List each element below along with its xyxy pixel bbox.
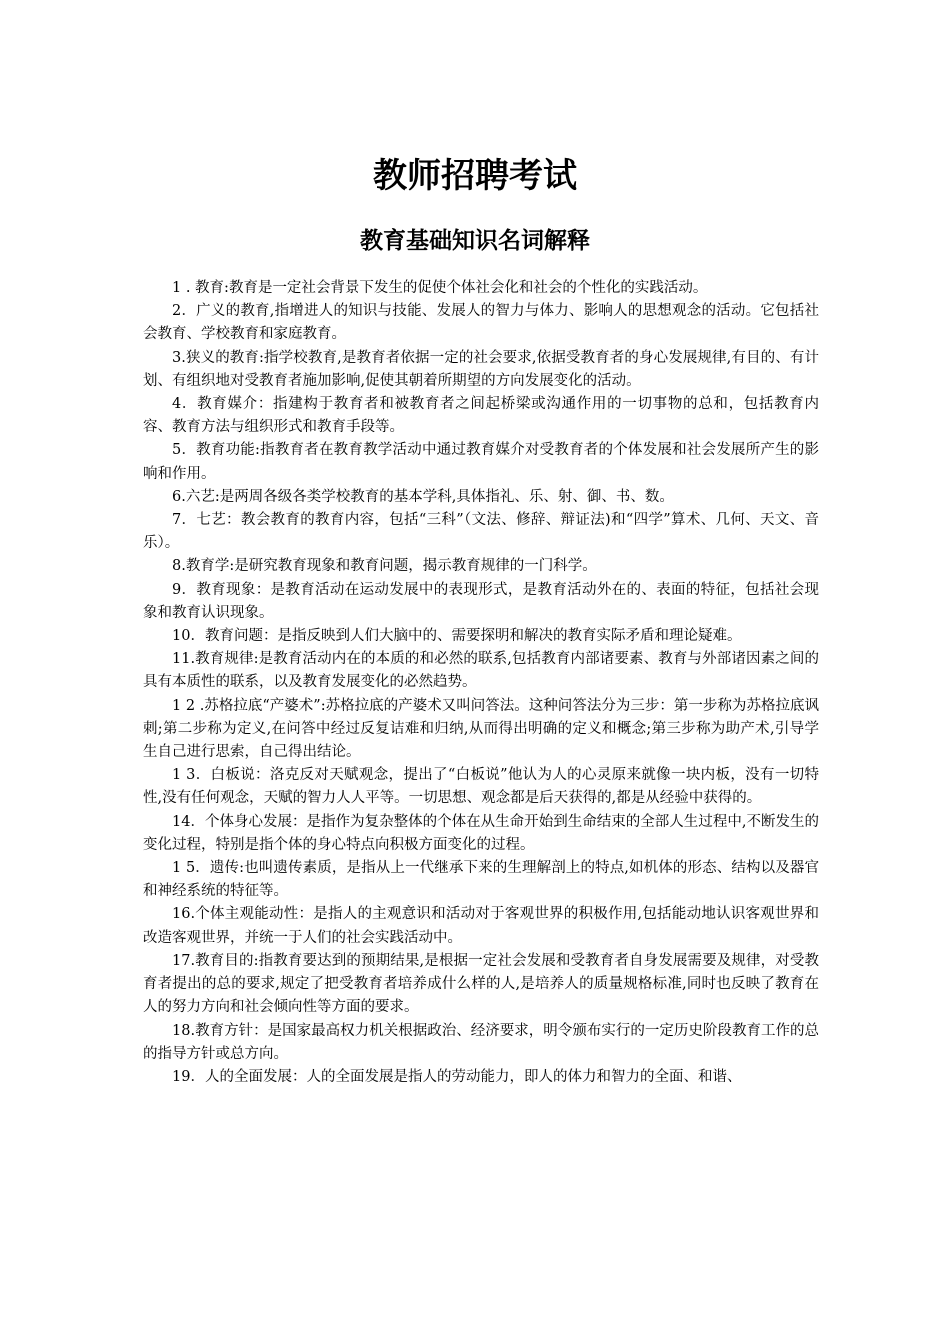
paragraph: 1 3．白板说：洛克反对天赋观念，提出了“白板说”他认为人的心灵原来就像一块内板，没有一切特性,没有任何观念，天赋的智力人人平等。一切思想、观念都是后天获得的,都是从经验中获得的。 (143, 767, 819, 807)
paragraph: 4．教育媒介：指建构于教育者和被教育者之间起桥梁或沟通作用的一切事物的总和，包括教育内容、教育方法与组织形式和教育手段等。 (143, 396, 819, 436)
paragraph: 8.教育学:是研究教育现象和教育问题，揭示教育规律的一门科学。 (172, 558, 597, 575)
page-subtitle: 教育基础知识名词解释 (360, 228, 590, 254)
paragraph: 10．教育问题：是指反映到人们大脑中的、需要探明和解决的教育实际矛盾和理论疑难。 (172, 628, 742, 645)
paragraph: 9．教育现象：是教育活动在运动发展中的表现形式，是教育活动外在的、表面的特征，包括社会现象和教育认识现象。 (143, 581, 819, 621)
paragraph: 18.教育方针：是国家最高权力机关根据政治、经济要求，明令颁布实行的一定历史阶段教育工作的总的指导方针或总方向。 (143, 1022, 819, 1062)
paragraph: 2．广义的教育,指增进人的知识与技能、发展人的智力与体力、影响人的思想观念的活动。它包括社会教育、学校教育和家庭教育。 (143, 303, 819, 343)
paragraph: 11.教育规律:是教育活动内在的本质的和必然的联系,包括教育内部诸要素、教育与外部诸因素之间的具有本质性的联系，以及教育发展变化的必然趋势。 (143, 651, 819, 691)
paragraph: 1 5．遗传:也叫遗传素质，是指从上一代继承下来的生理解剖上的特点,如机体的形态、结构以及器官和神经系统的特征等。 (143, 860, 819, 900)
paragraph: 1 2 .苏格拉底“产婆术”:苏格拉底的产婆术又叫问答法。这种问答法分为三步：第一步称为苏格拉底讽刺;第二步称为定义,在问答中经过反复诘难和归纳,从而得出明确的定义和概念;第三步称为助产术,引导学生自己进行思索，自己得出结论。 (143, 697, 819, 761)
paragraph: 6.六艺:是两周各级各类学校教育的基本学科,具体指礼、乐、射、御、书、数。 (172, 488, 674, 505)
paragraph: 1 . 教育:教育是一定社会背景下发生的促使个体社会化和社会的个性化的实践活动。 (172, 280, 708, 296)
paragraph: 7．七艺：教会教育的教育内容，包括“三科”（文法、修辞、辩证法)和“四学”算术、几何、天文、音乐）。 (143, 512, 819, 552)
paragraph: 19．人的全面发展：人的全面发展是指人的劳动能力，即人的体力和智力的全面、和谐、 (172, 1068, 742, 1085)
paragraph: 3.狭义的教育:指学校教育,是教育者依据一定的社会要求,依据受教育者的身心发展规律,有目的、有计划、有组织地对受教育者施加影响,促使其朝着所期望的方向发展变化的活动。 (143, 349, 819, 389)
page-title: 教师招聘考试 (373, 156, 577, 196)
paragraph: 16.个体主观能动性：是指人的主观意识和活动对于客观世界的积极作用,包括能动地认识客观世界和改造客观世界，并统一于人们的社会实践活动中。 (143, 906, 819, 946)
paragraph: 17.教育目的:指教育要达到的预期结果,是根据一定社会发展和受教育者自身发展需要及规律，对受教育者提出的总的要求,规定了把受教育者培养成什么样的人,是培养人的质量规格标准,同时也反映了教育在人的努力方向和社会倾向性等方面的要求。 (143, 952, 819, 1016)
document-body (143, 277, 819, 1089)
paragraph: 14．个体身心发展：是指作为复杂整体的个体在从生命开始到生命结束的全部人生过程中,不断发生的变化过程，特别是指个体的身心特点向积极方面变化的过程。 (143, 813, 819, 853)
paragraph: 5．教育功能:指教育者在教育教学活动中通过教育媒介对受教育者的个体发展和社会发展所产生的影响和作用。 (143, 442, 819, 482)
